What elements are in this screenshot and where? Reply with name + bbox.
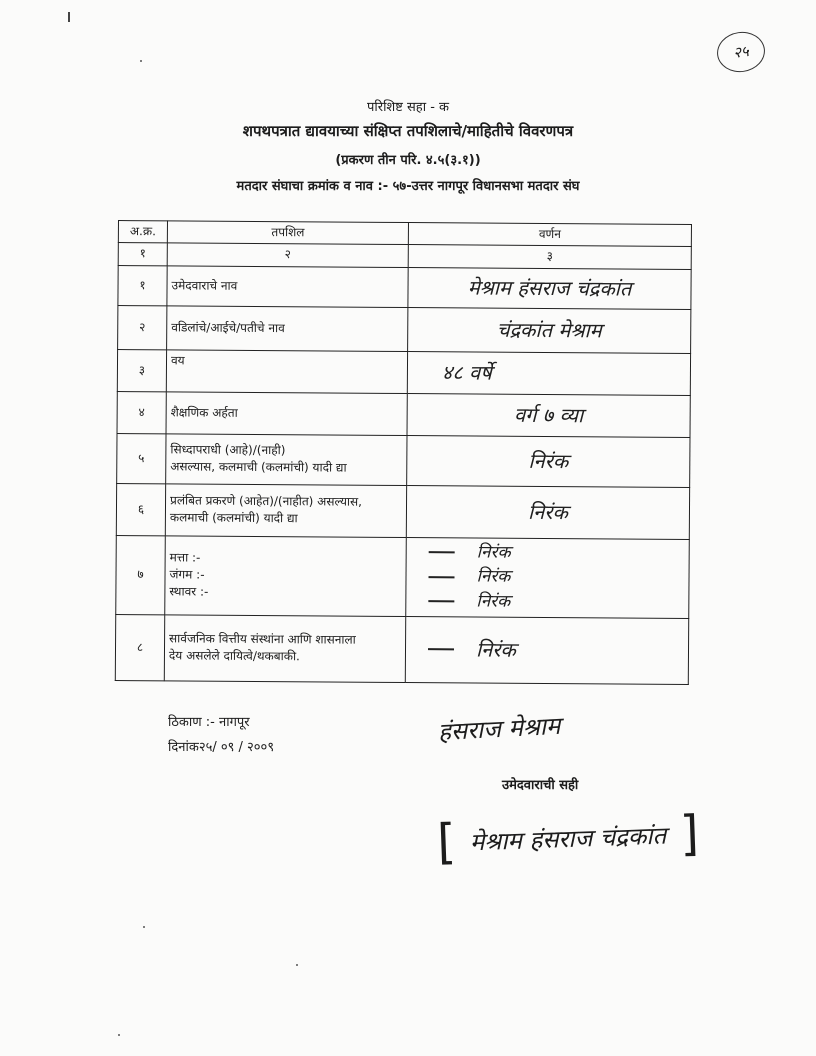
scan-speck xyxy=(140,60,142,62)
table-row xyxy=(118,265,691,309)
handwritten-value: निरंक xyxy=(527,499,568,524)
row-value xyxy=(408,307,691,353)
date-line: दिनांक२५/ ०९ / २००९ xyxy=(168,740,275,755)
row-number: ८ xyxy=(115,614,164,680)
row-number: १ xyxy=(118,265,167,305)
row-label xyxy=(165,536,407,617)
close-bracket: ] xyxy=(679,805,700,863)
bracketed-name xyxy=(365,801,771,875)
scan-speck xyxy=(296,964,298,966)
scan-speck xyxy=(143,926,145,928)
row-label-line: असल्यास, कलमाची (कलमांची) यादी द्या xyxy=(170,459,347,475)
row-label xyxy=(166,434,407,486)
row-label: उमेदवाराचे नाव xyxy=(167,266,408,308)
handwritten-value: निरंक xyxy=(476,542,511,563)
row-number: ४ xyxy=(117,391,166,433)
row-label-line: सार्वजनिक वित्तीय संस्थांना आणि शासनाला xyxy=(169,631,356,647)
table-row xyxy=(115,614,688,684)
handwritten-value: वर्ग ७ व्या xyxy=(514,402,584,428)
handwritten-value: मेश्राम हंसराज चंद्रकांत xyxy=(467,275,632,301)
row-number: ३ xyxy=(117,349,166,391)
table-row xyxy=(117,349,690,395)
place-line: ठिकाण :- नागपूर xyxy=(168,715,250,730)
handwritten-value: निरंक xyxy=(476,591,511,612)
row-label-line: देय असलेले दायित्वे/थकबाकी. xyxy=(168,648,300,664)
handwritten-value: ४८ वर्षे xyxy=(441,360,492,385)
scan-speck xyxy=(118,1034,120,1036)
table-row xyxy=(117,433,690,487)
value-line xyxy=(428,635,684,666)
row-number: ६ xyxy=(116,483,165,535)
scan-mark xyxy=(68,12,70,22)
row-label-line: सिध्दापराधी (आहे)/(नाही) xyxy=(170,442,286,458)
header-details: तपशिल xyxy=(167,221,408,245)
document-title: शपथपत्रात द्यावयाच्या संक्षिप्त तपशिलाचे/माहितीचे विवरणपत्र xyxy=(242,122,574,140)
dash-mark xyxy=(429,551,455,553)
row-label-line: जंगम :- xyxy=(169,567,205,582)
row-value xyxy=(408,267,691,309)
column-number: २ xyxy=(167,243,408,267)
details-table xyxy=(115,220,692,685)
row-value xyxy=(407,351,690,395)
row-number: ७ xyxy=(116,535,166,614)
handwritten-name: मेश्राम हंसराज चंद्रकांत xyxy=(469,821,667,856)
table-row xyxy=(116,535,690,618)
row-label: वडिलांचे/आईचे/पतीचे नाव xyxy=(167,306,408,352)
column-number: १ xyxy=(118,243,167,266)
table-row xyxy=(118,305,691,353)
dash-mark xyxy=(428,601,454,603)
row-label-line: मत्ता :- xyxy=(169,550,201,565)
row-value xyxy=(407,435,690,487)
row-label xyxy=(165,484,406,538)
appendix-title: परिशिष्ट सहा - क xyxy=(367,100,449,115)
row-value xyxy=(406,485,689,539)
row-value xyxy=(406,537,690,618)
row-label-line: स्थावर :- xyxy=(169,584,209,600)
value-line xyxy=(428,589,684,615)
handwritten-value: निरंक xyxy=(528,448,569,473)
handwritten-value: चंद्रकांत मेश्राम xyxy=(496,317,602,343)
row-label-line: कलमाची (कलमांची) यादी द्या xyxy=(169,510,298,526)
row-number: ५ xyxy=(117,433,166,483)
open-bracket: [ xyxy=(436,813,457,871)
circled-page-number: २५ xyxy=(714,29,767,75)
table-row xyxy=(117,391,690,437)
row-label: शैक्षणिक अर्हता xyxy=(166,392,407,436)
row-label: वय xyxy=(166,350,407,394)
handwritten-value: निरंक xyxy=(475,637,516,662)
value-line xyxy=(429,540,685,566)
row-value xyxy=(405,616,688,684)
row-label-line: प्रलंबित प्रकरणे (आहेत)/(नाहीत) असल्यास, xyxy=(169,493,363,509)
row-label xyxy=(164,615,405,683)
dash-mark xyxy=(428,648,454,650)
dash-mark xyxy=(429,576,455,578)
row-value xyxy=(407,393,690,437)
header-description: वर्णन xyxy=(408,223,691,247)
signature-label: उमेदवाराची सही xyxy=(502,778,579,793)
handwritten-value: निरंक xyxy=(476,566,511,588)
chapter-reference: (प्रकरण तीन परि. ४.५(३.१)) xyxy=(335,153,481,168)
header-serial: अ.क्र. xyxy=(118,221,167,244)
row-number: २ xyxy=(118,305,167,349)
column-number: ३ xyxy=(408,245,691,269)
table-row xyxy=(116,483,689,539)
value-line xyxy=(428,565,684,591)
candidate-signature: हंसराज मेश्राम xyxy=(437,711,562,747)
constituency-line: मतदार संघाचा क्रमांक व नाव :- ५७-उत्तर नागपूर विधानसभा मतदार संघ xyxy=(236,179,580,194)
